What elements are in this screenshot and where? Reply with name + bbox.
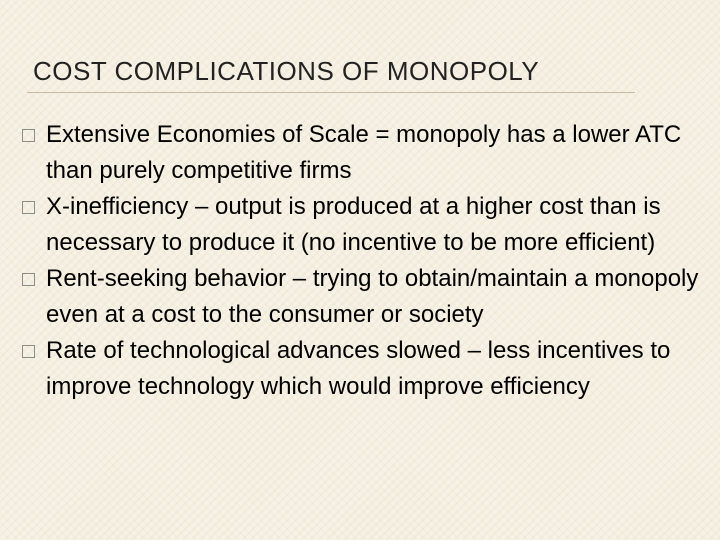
- bullet-text: X-inefficiency – output is produced at a higher cost than is necessary to produce it (no incentive to be more efficient): [46, 193, 661, 256]
- bullet-list: [22, 117, 706, 405]
- bullet-item-rent-seeking: [22, 261, 706, 333]
- bullet-item-technological-advances: [22, 333, 706, 405]
- slide-title: COST COMPLICATIONS OF MONOPOLY: [33, 56, 540, 86]
- bullet-box-icon: [22, 201, 35, 214]
- bullet-item-economies-of-scale: [22, 117, 706, 189]
- bullet-box-icon: [22, 273, 35, 286]
- title-underline: [27, 92, 635, 93]
- bullet-text: Extensive Economies of Scale = monopoly has a lower ATC than purely competitive firms: [46, 121, 682, 184]
- bullet-box-icon: [22, 345, 35, 358]
- bullet-item-x-inefficiency: [22, 189, 706, 261]
- bullet-text: Rent-seeking behavior – trying to obtain/maintain a monopoly even at a cost to the consumer or society: [46, 265, 699, 328]
- bullet-text: Rate of technological advances slowed – less incentives to improve technology which would improve efficiency: [46, 337, 671, 400]
- bullet-box-icon: [22, 129, 35, 142]
